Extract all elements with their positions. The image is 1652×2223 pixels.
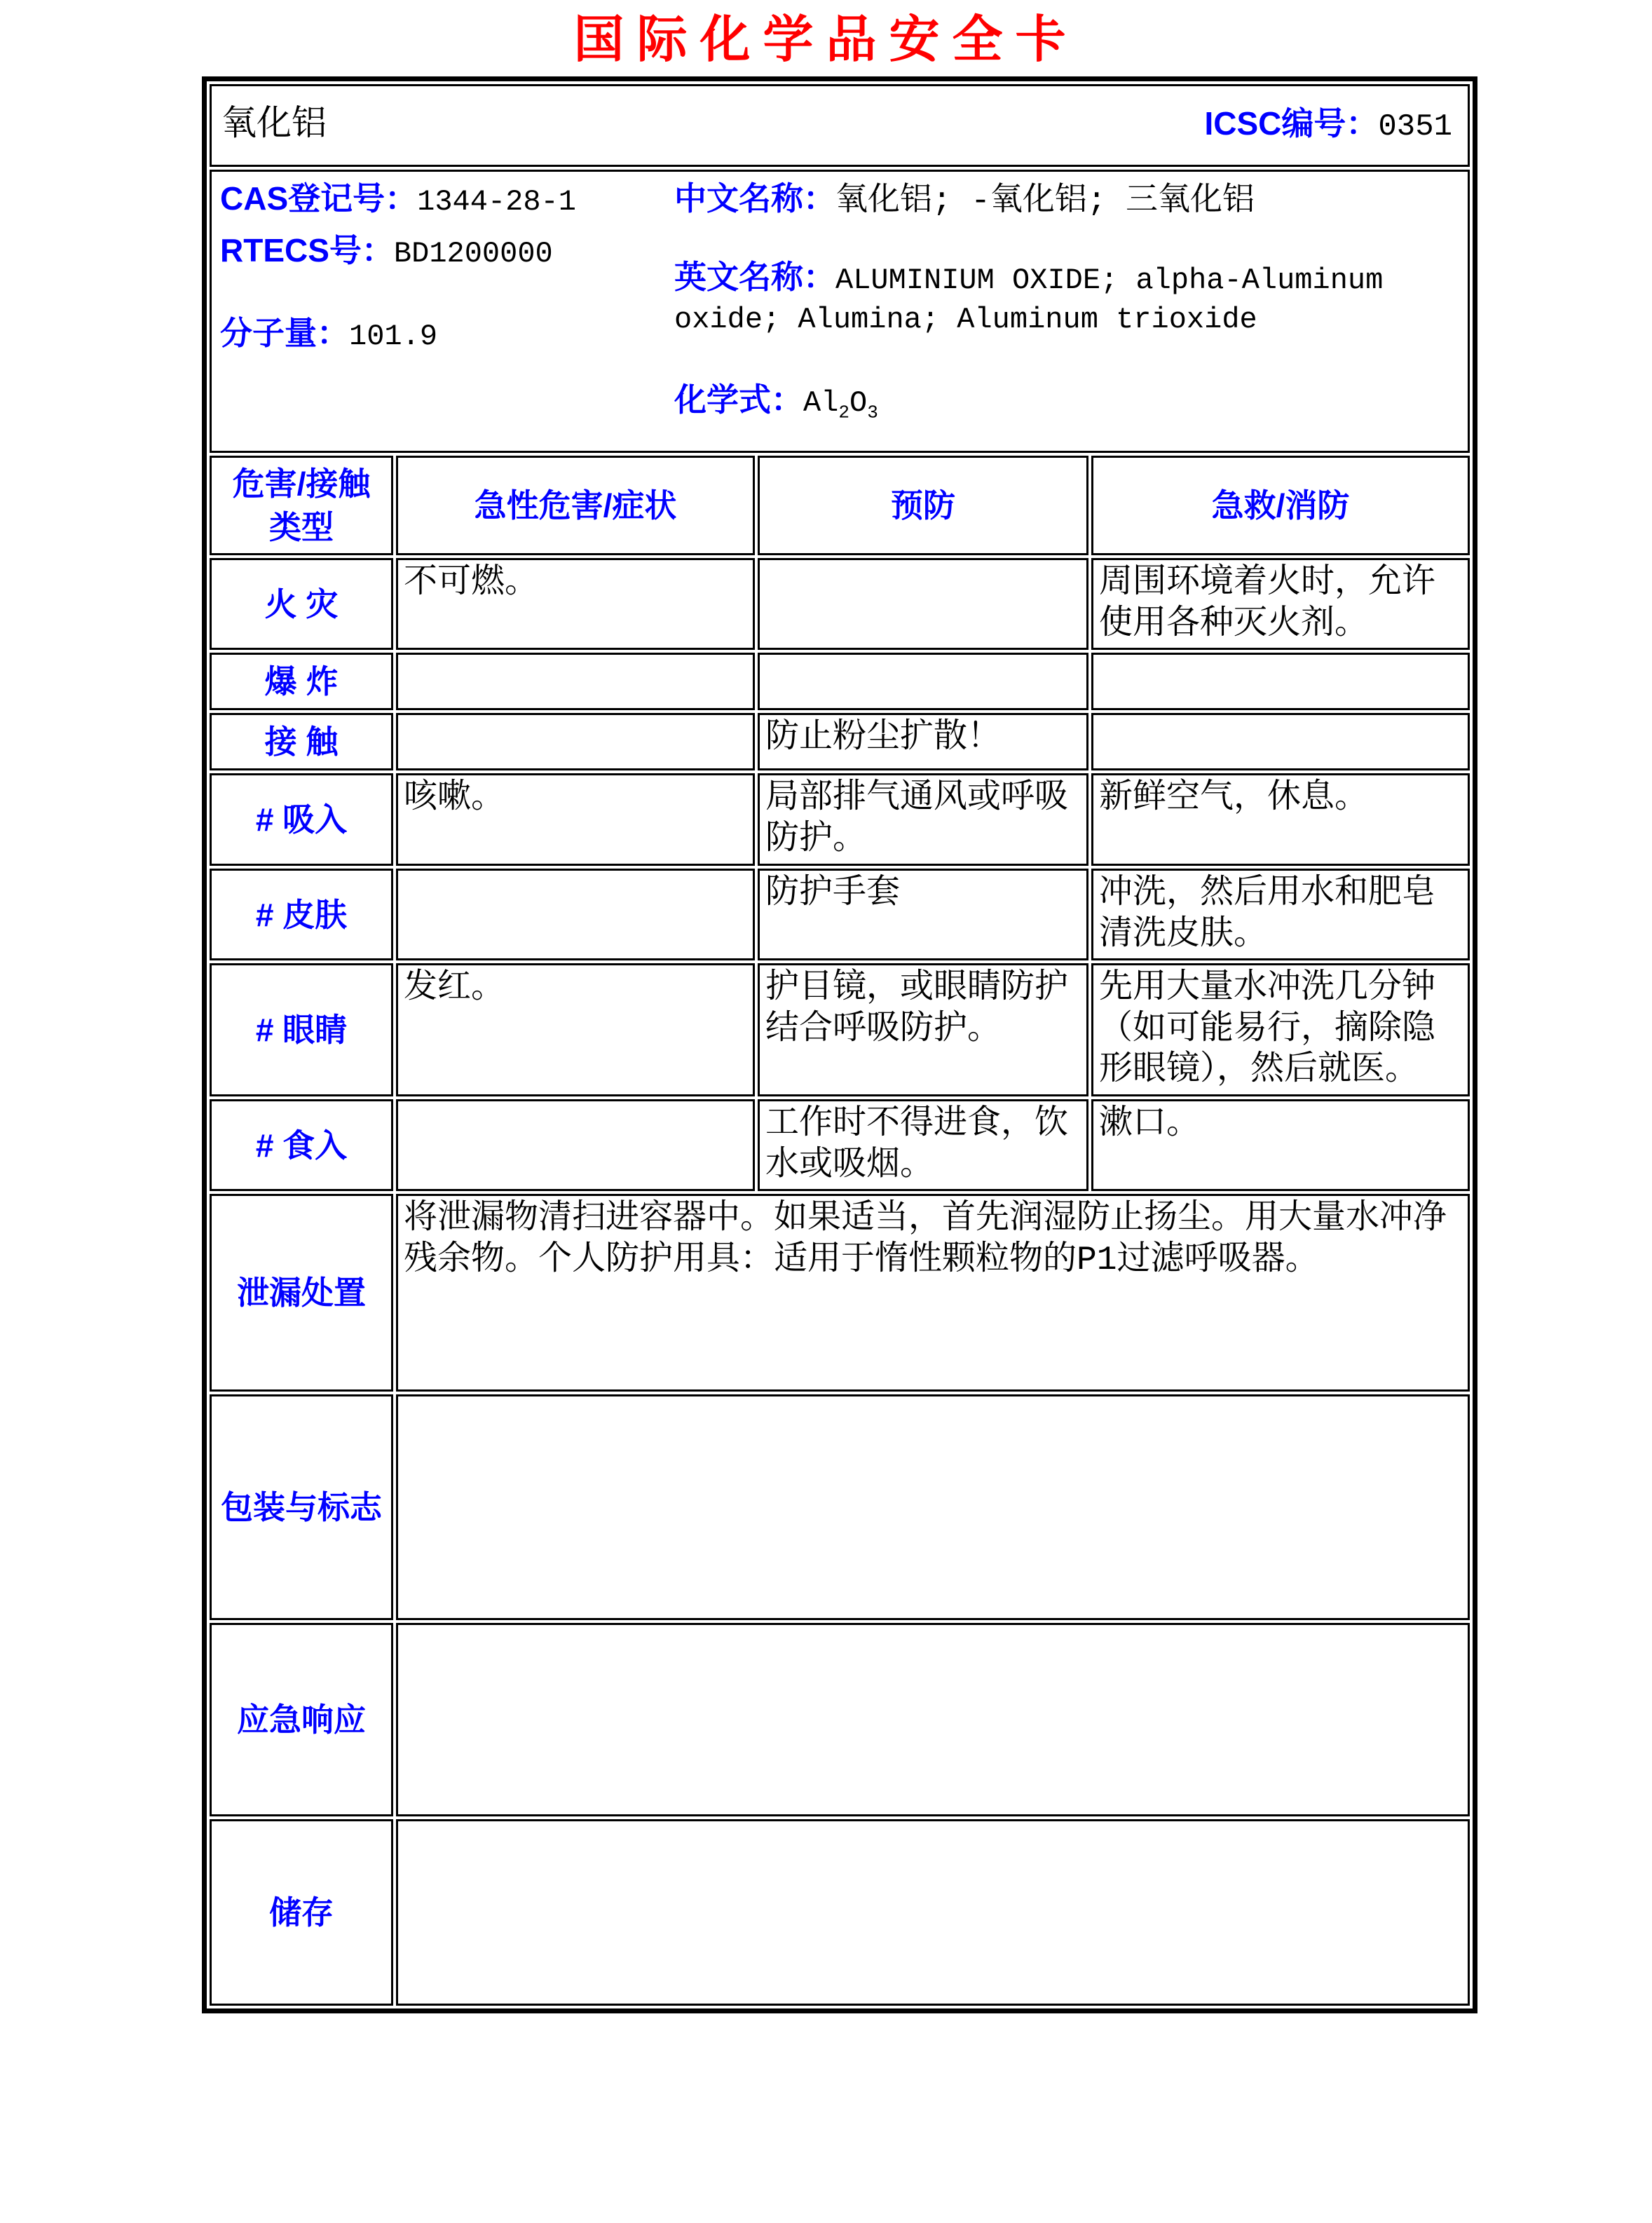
identity-cell — [210, 170, 1470, 453]
english-name-line — [674, 257, 1454, 339]
molecular-weight-label: 分子量： — [220, 315, 349, 352]
row-spillage-label: 泄漏处置 — [210, 1194, 393, 1392]
icsc-number-value: 0351 — [1378, 109, 1453, 145]
chemical-formula-value: $Al_2O_3$ — [803, 386, 878, 423]
row-explosion — [210, 653, 1470, 710]
header-hazard-type: 危害/接触类型 — [210, 456, 393, 555]
molecular-weight-value: 101.9 — [349, 320, 438, 354]
molecular-weight-line — [220, 313, 674, 355]
row-eyes-label: # 眼睛 — [210, 963, 393, 1096]
row-packaging — [210, 1394, 1470, 1620]
row-exposure-symptoms — [396, 713, 755, 770]
row-explosion-label: 爆 炸 — [210, 653, 393, 710]
row-skin-first-aid: 冲洗，然后用水和肥皂清洗皮肤。 — [1091, 869, 1470, 960]
row-packaging-label: 包装与标志 — [210, 1394, 393, 1620]
english-name-value: ALUMINIUM OXIDE; alpha-Aluminum oxide; Alumina; Aluminum trioxide — [674, 264, 1384, 337]
identity-right-column — [674, 179, 1454, 423]
row-ingestion-first-aid: 漱口。 — [1091, 1099, 1470, 1191]
row-inhalation — [210, 773, 1470, 866]
cas-number-line — [220, 179, 674, 221]
row-inhalation-prevention: 局部排气通风或呼吸防护。 — [758, 773, 1088, 866]
row-skin-label: # 皮肤 — [210, 869, 393, 960]
rtecs-number-line — [220, 231, 674, 273]
header-first-aid: 急救/消防 — [1091, 456, 1470, 555]
hazard-header-row — [210, 456, 1470, 555]
english-name-label: 英文名称： — [674, 259, 835, 296]
row-emergency-label: 应急响应 — [210, 1623, 393, 1816]
row-ingestion-label: # 食入 — [210, 1099, 393, 1191]
icsc-number — [1205, 104, 1453, 147]
header-prevention: 预防 — [758, 456, 1088, 555]
header-acute-symptoms: 急性危害/症状 — [396, 456, 755, 555]
row-exposure-first-aid — [1091, 713, 1470, 770]
page-title: 国际化学品安全卡 — [573, 9, 1079, 69]
row-fire — [210, 558, 1470, 650]
row-explosion-first-aid — [1091, 653, 1470, 710]
row-exposure-prevention: 防止粉尘扩散！ — [758, 713, 1088, 770]
row-storage-label: 储存 — [210, 1819, 393, 2006]
row-fire-symptoms: 不可燃。 — [396, 558, 755, 650]
row-spillage — [210, 1194, 1470, 1392]
row-ingestion — [210, 1099, 1470, 1191]
row-eyes-prevention: 护目镜，或眼睛防护结合呼吸防护。 — [758, 963, 1088, 1096]
safety-card-table — [202, 76, 1477, 2013]
row-inhalation-label: # 吸入 — [210, 773, 393, 866]
row-fire-prevention — [758, 558, 1088, 650]
chinese-name-line — [674, 179, 1454, 221]
row-fire-first-aid: 周围环境着火时，允许使用各种灭火剂。 — [1091, 558, 1470, 650]
row-eyes-symptoms: 发红。 — [396, 963, 755, 1096]
row-storage — [210, 1819, 1470, 2006]
row-skin-symptoms — [396, 869, 755, 960]
row-skin — [210, 869, 1470, 960]
row-packaging-content — [396, 1394, 1470, 1620]
name-row — [210, 84, 1470, 167]
row-ingestion-prevention: 工作时不得进食，饮水或吸烟。 — [758, 1099, 1088, 1191]
row-exposure — [210, 713, 1470, 770]
rtecs-number-value: BD1200000 — [393, 237, 553, 271]
row-eyes-first-aid: 先用大量水冲洗几分钟（如可能易行，摘除隐形眼镜），然后就医。 — [1091, 963, 1470, 1096]
row-storage-content — [396, 1819, 1470, 2006]
chemical-formula-line — [674, 380, 1454, 424]
cas-number-value: 1344-28-1 — [417, 185, 576, 219]
row-explosion-prevention — [758, 653, 1088, 710]
rtecs-number-label: RTECS号： — [220, 232, 394, 269]
name-cell — [210, 84, 1470, 167]
row-emergency — [210, 1623, 1470, 1816]
row-inhalation-symptoms: 咳嗽。 — [396, 773, 755, 866]
row-explosion-symptoms — [396, 653, 755, 710]
chinese-name-value: 氧化铝; -氧化铝; 三氧化铝 — [835, 183, 1255, 220]
row-skin-prevention: 防护手套 — [758, 869, 1088, 960]
chemical-formula-label: 化学式： — [674, 381, 803, 418]
row-eyes — [210, 963, 1470, 1096]
row-emergency-content — [396, 1623, 1470, 1816]
identity-row — [210, 170, 1470, 453]
cas-number-label: CAS登记号： — [220, 180, 418, 217]
row-spillage-content: 将泄漏物清扫进容器中。如果适当，首先润湿防止扬尘。用大量水冲净残余物。个人防护用具：适用于惰性颗粒物的P1过滤呼吸器。 — [396, 1194, 1470, 1392]
icsc-number-label: ICSC编号： — [1204, 105, 1379, 142]
row-exposure-label: 接 触 — [210, 713, 393, 770]
row-ingestion-symptoms — [396, 1099, 755, 1191]
identity-left-column — [220, 179, 674, 423]
row-fire-label: 火 灾 — [210, 558, 393, 650]
row-inhalation-first-aid: 新鲜空气，休息。 — [1091, 773, 1470, 866]
substance-name: 氧化铝 — [221, 105, 327, 146]
chinese-name-label: 中文名称： — [674, 180, 835, 217]
